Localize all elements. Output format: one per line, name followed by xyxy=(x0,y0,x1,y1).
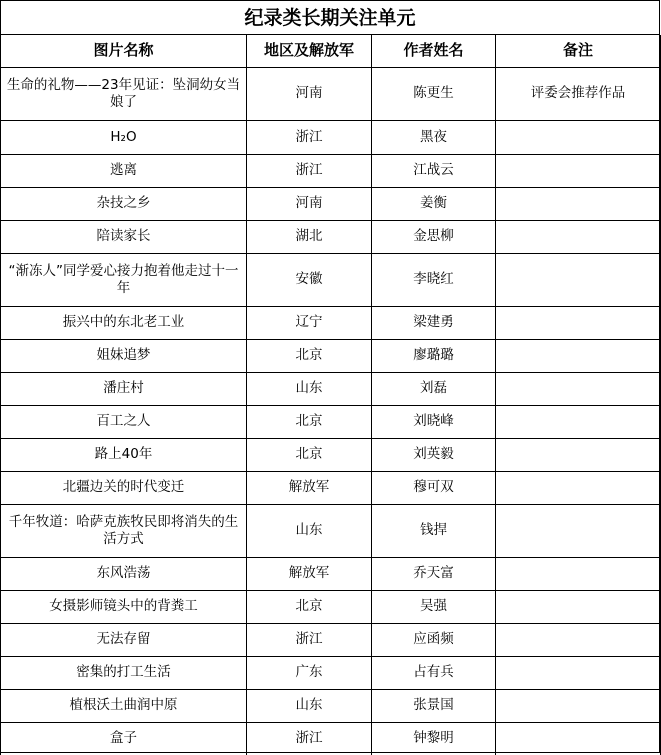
cell-author: 穆可双 xyxy=(372,471,496,504)
cell-note xyxy=(496,187,661,220)
cell-author: 黑夜 xyxy=(372,120,496,154)
sheet-title: 纪录类长期关注单元 xyxy=(1,1,659,35)
cell-region: 北京 xyxy=(247,339,372,372)
table-row xyxy=(1,590,661,623)
cell-region: 山东 xyxy=(247,504,372,557)
cell-author: 江战云 xyxy=(372,154,496,187)
cell-author: 乔天富 xyxy=(372,557,496,590)
cell-region: 河南 xyxy=(247,187,372,220)
table-row xyxy=(1,67,661,120)
cell-work-name: H₂O xyxy=(1,120,247,154)
table-row xyxy=(1,438,661,471)
cell-author: 吴强 xyxy=(372,590,496,623)
cell-author: 陈更生 xyxy=(372,67,496,120)
cell-author: 梁建勇 xyxy=(372,306,496,339)
cell-author: 李晓红 xyxy=(372,253,496,306)
table-body xyxy=(1,67,661,755)
cell-region: 解放军 xyxy=(247,471,372,504)
table-row xyxy=(1,154,661,187)
cell-region: 山东 xyxy=(247,372,372,405)
cell-region: 解放军 xyxy=(247,557,372,590)
cell-region: 湖北 xyxy=(247,220,372,253)
cell-region: 北京 xyxy=(247,590,372,623)
cell-work-name: 百工之人 xyxy=(1,405,247,438)
header-note: 备注 xyxy=(496,35,661,67)
cell-region: 辽宁 xyxy=(247,306,372,339)
cell-region: 北京 xyxy=(247,438,372,471)
cell-author: 应函频 xyxy=(372,623,496,656)
cell-author: 钱捍 xyxy=(372,504,496,557)
cell-region: 河南 xyxy=(247,67,372,120)
cell-region: 浙江 xyxy=(247,623,372,656)
table-row xyxy=(1,471,661,504)
table-row xyxy=(1,187,661,220)
cell-author: 刘磊 xyxy=(372,372,496,405)
table-row xyxy=(1,656,661,689)
table-row xyxy=(1,253,661,306)
cell-work-name: 盒子 xyxy=(1,722,247,755)
cell-work-name: 杂技之乡 xyxy=(1,187,247,220)
cell-note xyxy=(496,154,661,187)
cell-work-name: 植根沃土曲润中原 xyxy=(1,689,247,722)
cell-work-name: 东风浩荡 xyxy=(1,557,247,590)
cell-note xyxy=(496,405,661,438)
cell-note xyxy=(496,656,661,689)
cell-work-name: 振兴中的东北老工业 xyxy=(1,306,247,339)
cell-note xyxy=(496,372,661,405)
cell-region: 浙江 xyxy=(247,120,372,154)
table-row xyxy=(1,504,661,557)
table-row xyxy=(1,557,661,590)
cell-region: 北京 xyxy=(247,405,372,438)
table-row xyxy=(1,220,661,253)
cell-work-name: 生命的礼物——23年见证：坠洞幼女当娘了 xyxy=(1,67,247,120)
header-name: 图片名称 xyxy=(1,35,247,67)
cell-note xyxy=(496,557,661,590)
cell-work-name: 女摄影师镜头中的背粪工 xyxy=(1,590,247,623)
cell-author: 钟黎明 xyxy=(372,722,496,755)
cell-author: 刘晓峰 xyxy=(372,405,496,438)
table-row xyxy=(1,372,661,405)
header-row xyxy=(1,35,661,67)
cell-note xyxy=(496,220,661,253)
cell-note xyxy=(496,471,661,504)
cell-author: 张景国 xyxy=(372,689,496,722)
cell-work-name: 北疆边关的时代变迁 xyxy=(1,471,247,504)
cell-work-name: 密集的打工生活 xyxy=(1,656,247,689)
table-row xyxy=(1,623,661,656)
cell-note xyxy=(496,253,661,306)
cell-work-name: “渐冻人”同学爱心接力抱着他走过十一年 xyxy=(1,253,247,306)
cell-note: 评委会推荐作品 xyxy=(496,67,661,120)
cell-region: 浙江 xyxy=(247,154,372,187)
cell-note xyxy=(496,623,661,656)
cell-author: 金思柳 xyxy=(372,220,496,253)
cell-region: 广东 xyxy=(247,656,372,689)
table-row xyxy=(1,722,661,755)
cell-work-name: 陪读家长 xyxy=(1,220,247,253)
cell-author: 姜衡 xyxy=(372,187,496,220)
cell-work-name: 姐妹追梦 xyxy=(1,339,247,372)
cell-note xyxy=(496,722,661,755)
cell-work-name: 潘庄村 xyxy=(1,372,247,405)
cell-note xyxy=(496,438,661,471)
cell-note xyxy=(496,504,661,557)
works-table xyxy=(0,35,661,755)
cell-note xyxy=(496,689,661,722)
table-row xyxy=(1,339,661,372)
cell-note xyxy=(496,590,661,623)
table-row xyxy=(1,405,661,438)
table-row xyxy=(1,689,661,722)
cell-author: 刘英毅 xyxy=(372,438,496,471)
cell-work-name: 千年牧道：哈萨克族牧民即将消失的生活方式 xyxy=(1,504,247,557)
cell-work-name: 路上40年 xyxy=(1,438,247,471)
cell-region: 安徽 xyxy=(247,253,372,306)
header-author: 作者姓名 xyxy=(372,35,496,67)
cell-note xyxy=(496,120,661,154)
cell-work-name: 逃离 xyxy=(1,154,247,187)
table-row xyxy=(1,306,661,339)
table-row xyxy=(1,120,661,154)
cell-work-name: 无法存留 xyxy=(1,623,247,656)
cell-region: 浙江 xyxy=(247,722,372,755)
cell-note xyxy=(496,339,661,372)
cell-note xyxy=(496,306,661,339)
cell-author: 廖璐璐 xyxy=(372,339,496,372)
header-region: 地区及解放军 xyxy=(247,35,372,67)
cell-author: 占有兵 xyxy=(372,656,496,689)
cell-region: 山东 xyxy=(247,689,372,722)
